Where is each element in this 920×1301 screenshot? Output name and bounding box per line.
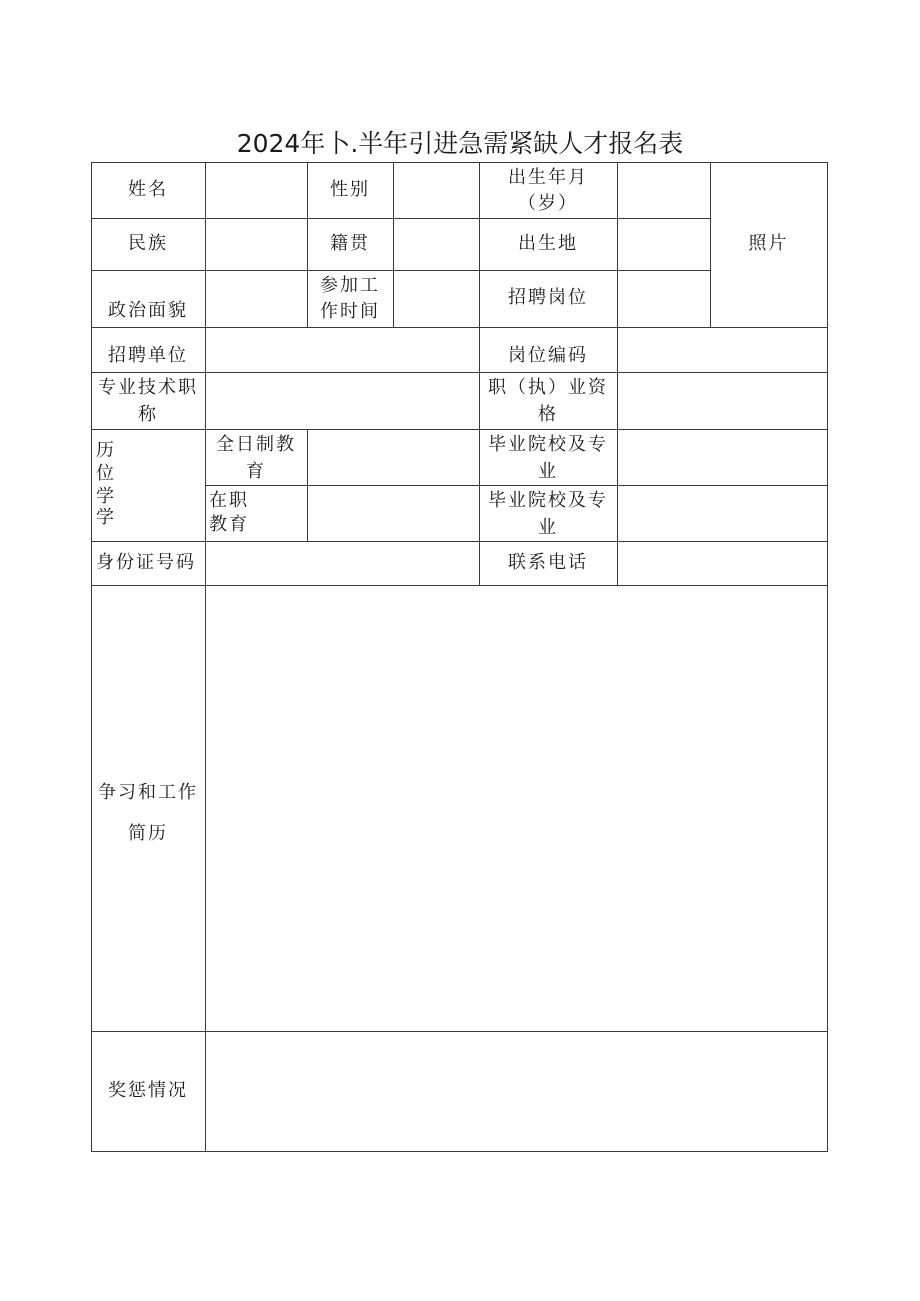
- education-label-char: 学: [96, 486, 116, 507]
- work-start-label-line1: 参加工: [320, 275, 380, 296]
- gender-label: 性别: [330, 179, 370, 200]
- grid-line: [91, 585, 828, 586]
- grid-line: [91, 327, 828, 328]
- id-number-label: 身份证号码: [96, 552, 196, 573]
- education-label-char: 学: [96, 507, 116, 528]
- graduate-school-label-line1: 毕业院校及专: [488, 434, 608, 455]
- grid-line: [91, 162, 828, 163]
- grid-line: [827, 162, 828, 1152]
- birth-date-label: 出生年月: [508, 167, 588, 188]
- political-status-label: 政治面貌: [108, 300, 188, 321]
- fulltime-education-label-line2: 育: [246, 461, 266, 482]
- age-label: （岁）: [518, 193, 578, 214]
- hiring-unit-label: 招聘单位: [108, 345, 188, 366]
- education-label-char: 历: [96, 440, 116, 461]
- qualification-label-line1: 职（执）业资: [488, 377, 608, 398]
- position-applied-label: 招聘岗位: [508, 287, 588, 308]
- grid-line: [205, 162, 206, 1152]
- resume-label-line1: 争习和工作: [98, 782, 198, 803]
- name-label: 姓名: [128, 179, 168, 200]
- photo-label: 照片: [748, 233, 789, 254]
- qualification-label-line2: 格: [538, 404, 558, 425]
- professional-title-label-line2: 称: [138, 404, 158, 425]
- form-title: 2024年卜.半年引进急需紧缺人才报名表: [236, 129, 684, 158]
- native-place-label: 籍贯: [330, 233, 370, 254]
- grid-line: [91, 1151, 828, 1152]
- phone-label: 联系电话: [508, 552, 588, 573]
- inservice-education-label-line1: 在职: [209, 490, 249, 511]
- grid-line: [393, 162, 394, 327]
- birthplace-label: 出生地: [518, 233, 578, 254]
- position-code-label: 岗位编码: [508, 345, 588, 366]
- inservice-education-label-line2: 教育: [209, 514, 249, 535]
- education-label-char: 位: [96, 463, 116, 484]
- graduate-school-label-line2: 业: [538, 461, 558, 482]
- resume-label-line2: 简历: [128, 823, 168, 844]
- grid-line: [307, 429, 308, 541]
- fulltime-education-label-line1: 全日制教: [216, 434, 296, 455]
- graduate-school-label-line2: 业: [538, 517, 558, 538]
- grid-line: [91, 372, 828, 373]
- grid-line: [91, 1031, 828, 1032]
- graduate-school-label-line1: 毕业院校及专: [488, 490, 608, 511]
- professional-title-label-line1: 专业技术职: [98, 377, 198, 398]
- awards-label: 奖惩情况: [108, 1080, 188, 1101]
- grid-line: [617, 162, 618, 586]
- ethnicity-label: 民族: [128, 233, 168, 254]
- grid-line: [91, 429, 828, 430]
- grid-line: [91, 541, 828, 542]
- work-start-label-line2: 作时间: [320, 301, 380, 322]
